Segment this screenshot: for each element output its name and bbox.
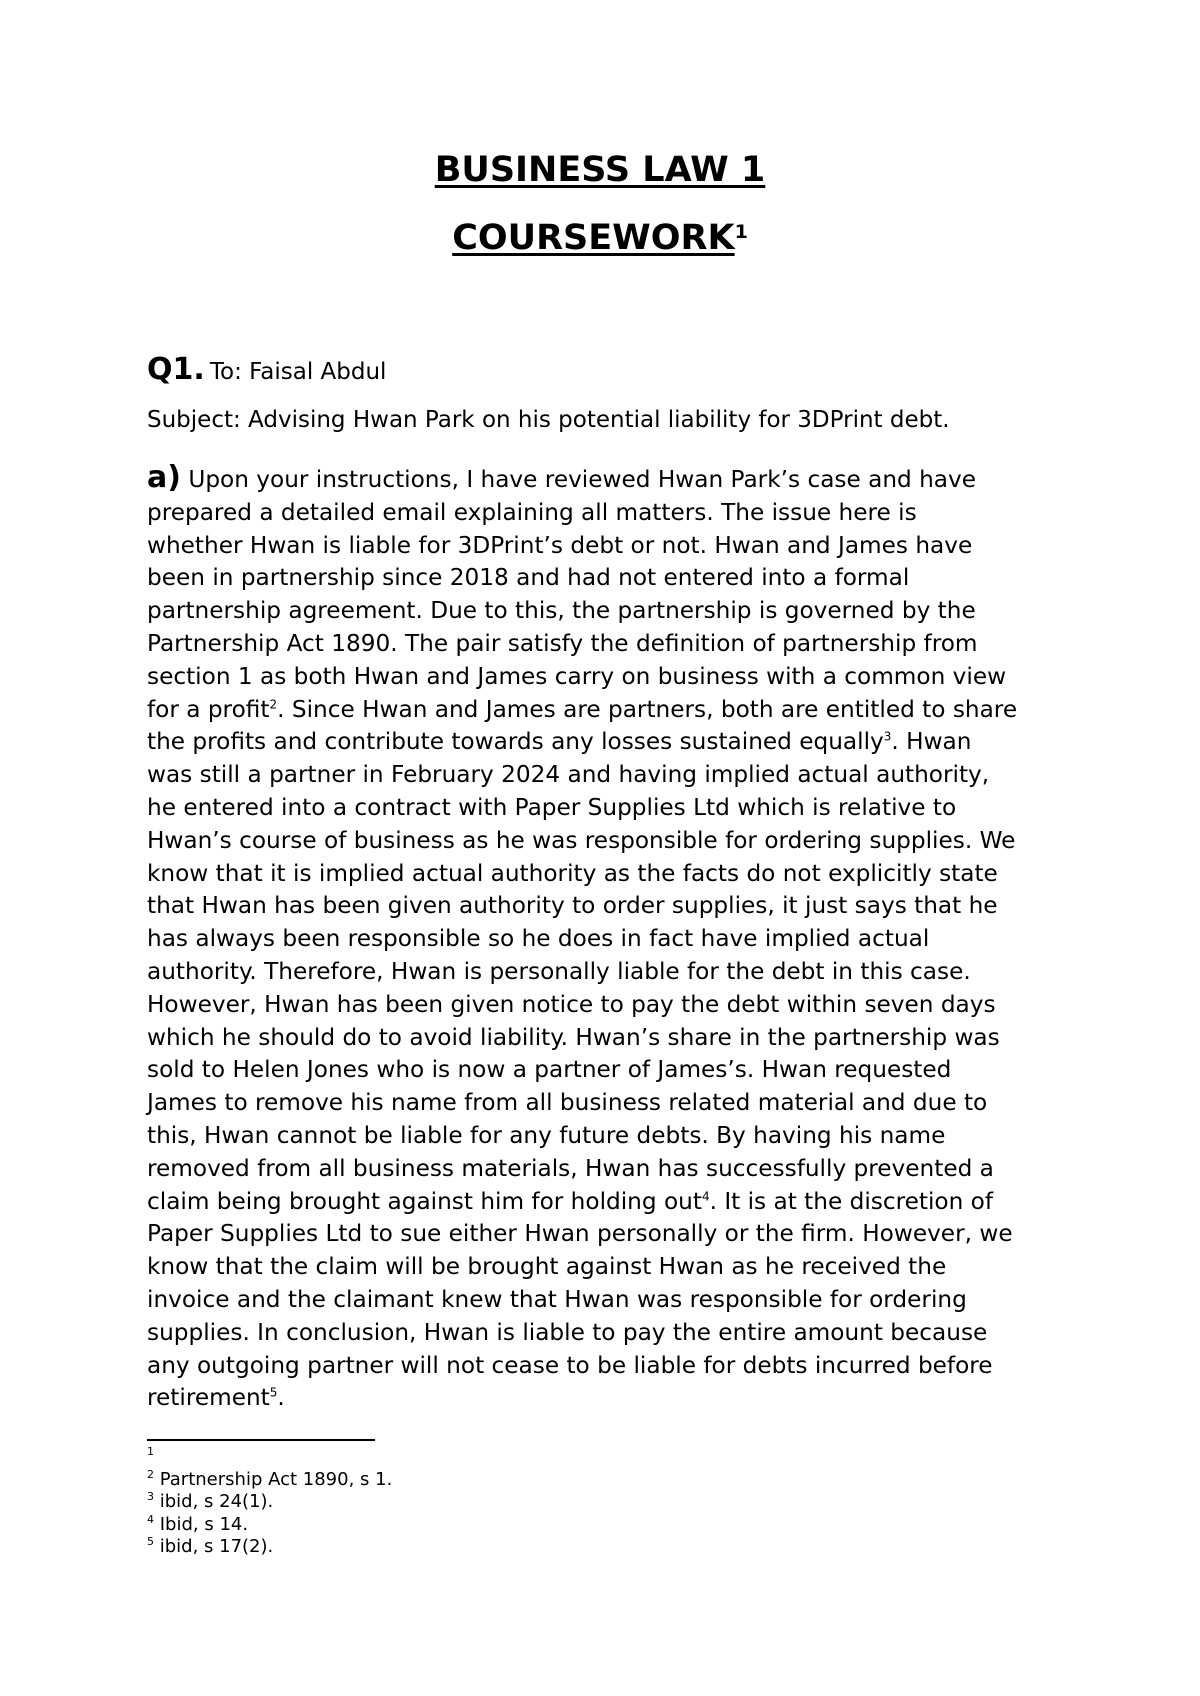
paragraph-line: been in partnership since 2018 and had not entered into a formal (147, 564, 910, 592)
footnote-1: 1 (147, 1445, 154, 1458)
title-footnote-ref: 1 (734, 221, 748, 243)
paragraph-line: he entered into a contract with Paper Supplies Ltd which is relative to (147, 793, 957, 821)
recipient-line: To: Faisal Abdul (209, 359, 387, 385)
paragraph-line: James to remove his name from all business related material and due to (147, 1089, 988, 1117)
paragraph-line: retirement$^5$. (147, 1384, 285, 1412)
title-line-1: BUSINESS LAW 1 (434, 150, 766, 190)
paragraph-line: a) Upon your instructions, I have reviewed Hwan Park’s case and have (147, 460, 977, 495)
question-label: Q1. (147, 352, 205, 387)
footnote-3: $^3$ ibid, s 24(1). (147, 1490, 274, 1512)
footnote-4: $^4$ Ibid, s 14. (147, 1512, 249, 1535)
paragraph-line: supplies. In conclusion, Hwan is liable to pay the entire amount because (147, 1318, 988, 1346)
paragraph-line: this, Hwan cannot be liable for any future debts. By having his name (147, 1121, 946, 1149)
paragraph-line: partnership agreement. Due to this, the partnership is governed by the (147, 597, 976, 625)
paragraph-line: any outgoing partner will not cease to be liable for debts incurred before (147, 1351, 993, 1379)
paragraph-line: that Hwan has been given authority to order supplies, it just says that he (147, 892, 998, 920)
answer-a-paragraph (147, 462, 1077, 1415)
footnote-ref-3[interactable]: 3 (883, 729, 892, 744)
paragraph-line: know that the claim will be brought against Hwan as he received the (147, 1253, 947, 1281)
question-heading (147, 350, 386, 394)
paragraph-line: was still a partner in February 2024 and having implied actual authority, (147, 761, 990, 789)
paragraph-line: invoice and the claimant knew that Hwan was responsible for ordering (147, 1285, 967, 1313)
footnote-ref-4[interactable]: 4 (701, 1188, 710, 1203)
title-line-2: COURSEWORK (452, 218, 735, 258)
subject-line: Subject: Advising Hwan Park on his potential liability for 3DPrint debt. (147, 407, 950, 433)
paragraph-line: Hwan’s course of business as he was responsible for ordering supplies. We (147, 826, 1016, 854)
paragraph-line: which he should do to avoid liability. Hwan’s share in the partnership was (147, 1023, 1000, 1051)
paragraph-line: claim being brought against him for holding out$^4$. It is at the discretion of (147, 1187, 994, 1215)
paragraph-line: sold to Helen Jones who is now a partner of James’s. Hwan requested (147, 1056, 952, 1084)
paragraph-line: section 1 as both Hwan and James carry on business with a common view (147, 662, 1007, 690)
paragraph-line: authority. Therefore, Hwan is personally liable for the debt in this case. (147, 957, 971, 985)
paragraph-line: Paper Supplies Ltd to sue either Hwan personally or the firm. However, we (147, 1220, 1013, 1248)
document-subtitle (0, 216, 1200, 260)
paragraph-line: However, Hwan has been given notice to pay the debt within seven days (147, 990, 996, 1018)
paragraph-line: Partnership Act 1890. The pair satisfy the definition of partnership from (147, 629, 978, 657)
paragraph-line: know that it is implied actual authority as the facts do not explicitly state (147, 859, 998, 887)
document-title (0, 148, 1200, 192)
paragraph-line: has always been responsible so he does in fact have implied actual (147, 925, 930, 953)
footnotes (147, 1446, 392, 1559)
footnote-ref-2[interactable]: 2 (269, 696, 278, 711)
footnote-separator (147, 1439, 375, 1441)
paragraph-line: whether Hwan is liable for 3DPrint’s debt or not. Hwan and James have (147, 531, 973, 559)
paragraph-line: prepared a detailed email explaining all matters. The issue here is (147, 498, 917, 526)
footnote-2: $^2$ Partnership Act 1890, s 1. (147, 1467, 393, 1490)
paragraph-line: removed from all business materials, Hwan has successfully prevented a (147, 1154, 994, 1182)
footnote-ref-5[interactable]: 5 (269, 1385, 278, 1400)
footnote-5: $^5$ ibid, s 17(2). (147, 1535, 274, 1557)
paragraph-line: the profits and contribute towards any losses sustained equally$^3$. Hwan (147, 728, 972, 756)
paragraph-line: for a profit$^2$. Since Hwan and James are partners, both are entitled to share (147, 695, 1018, 723)
answer-label: a) (147, 460, 181, 495)
